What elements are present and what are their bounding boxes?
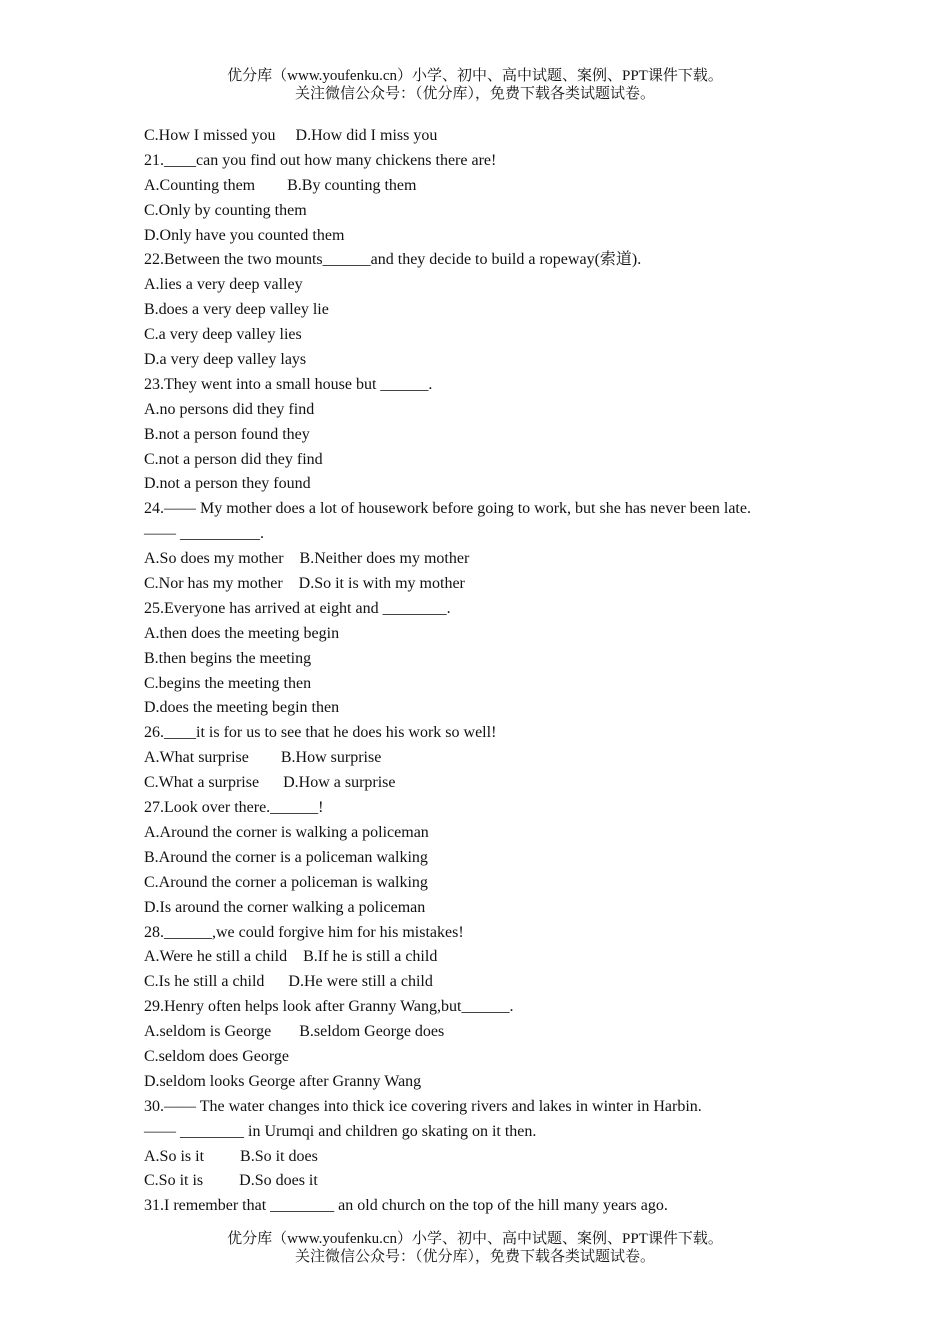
text-line: A.So does my mother B.Neither does my mother (144, 550, 470, 568)
question-23: 23.They went into a small house but ______. (144, 375, 433, 393)
text-line: D.seldom looks George after Granny Wang (144, 1072, 422, 1090)
text-line: A.lies a very deep valley (144, 276, 303, 294)
text-line: C.seldom does George (144, 1047, 290, 1065)
header-line-2: 关注微信公众号：（优分库），免费下载各类试题试卷。 (294, 86, 655, 102)
text-line: C.What a surprise D.How a surprise (144, 774, 396, 792)
text-line: B.Around the corner is a policeman walking (144, 848, 428, 866)
exercise-body (144, 124, 864, 1219)
text-line: C.a very deep valley lies (144, 326, 302, 344)
question-21: 21.____can you find out how many chickens there are! (144, 151, 497, 169)
text-line: C.Nor has my mother D.So it is with my mother (144, 575, 465, 593)
text-line: D.a very deep valley lays (144, 351, 307, 369)
text-line: C.How I missed you D.How did I miss you (144, 127, 438, 144)
text-line: D.Only have you counted them (144, 226, 345, 244)
text-line: A.Were he still a child B.If he is still a child (144, 948, 438, 966)
text-line: C.not a person did they find (144, 450, 323, 468)
question-25: 25.Everyone has arrived at eight and ________. (144, 599, 451, 617)
question-30: 30.—— The water changes into thick ice covering rivers and lakes in winter in Harbin. (144, 1097, 702, 1115)
question-28: 28.______,we could forgive him for his mistakes! (144, 923, 464, 941)
text-line: B.does a very deep valley lie (144, 301, 329, 319)
page-footer (0, 1230, 950, 1266)
text-line: B.then begins the meeting (144, 649, 312, 667)
question-24: 24.—— My mother does a lot of housework before going to work, but she has never been late. (144, 500, 751, 518)
text-line: D.not a person they found (144, 475, 311, 493)
text-line: C.So it is D.So does it (144, 1172, 318, 1190)
text-line: A.seldom is George B.seldom George does (144, 1023, 445, 1041)
text-line: A.What surprise B.How surprise (144, 749, 382, 767)
footer-line-1: 优分库（www.youfenku.cn）小学、初中、高中试题、案例、PPT课件下载。 (227, 1231, 723, 1247)
question-26: 26.____it is for us to see that he does his work so well! (144, 724, 497, 742)
text-line: —— ________ in Urumqi and children go skating on it then. (144, 1122, 537, 1140)
text-line: C.Is he still a child D.He were still a child (144, 973, 433, 991)
text-line: C.Around the corner a policeman is walking (144, 873, 428, 891)
question-29: 29.Henry often helps look after Granny Wang,but______. (144, 998, 514, 1016)
header-line-1: 优分库（www.youfenku.cn）小学、初中、高中试题、案例、PPT课件下载。 (227, 68, 723, 84)
question-22: 22.Between the two mounts______and they decide to build a ropeway(索道). (144, 251, 642, 269)
text-line: A.Counting them B.By counting them (144, 176, 417, 194)
text-line: A.then does the meeting begin (144, 624, 340, 642)
footer-line-2: 关注微信公众号：（优分库），免费下载各类试题试卷。 (294, 1249, 655, 1265)
page-header (0, 67, 950, 103)
text-line: A.So is it B.So it does (144, 1147, 318, 1165)
text-line: A.Around the corner is walking a policeman (144, 823, 429, 841)
text-line: C.Only by counting them (144, 201, 307, 219)
text-line: D.Is around the corner walking a policeman (144, 898, 426, 916)
text-line: D.does the meeting begin then (144, 699, 340, 717)
question-31: 31.I remember that ________ an old church on the top of the hill many years ago. (144, 1197, 668, 1215)
text-line: B.not a person found they (144, 425, 310, 443)
text-line: A.no persons did they find (144, 400, 315, 418)
text-line: C.begins the meeting then (144, 674, 312, 692)
question-27: 27.Look over there.______! (144, 799, 324, 817)
text-line: —— __________. (144, 525, 264, 543)
